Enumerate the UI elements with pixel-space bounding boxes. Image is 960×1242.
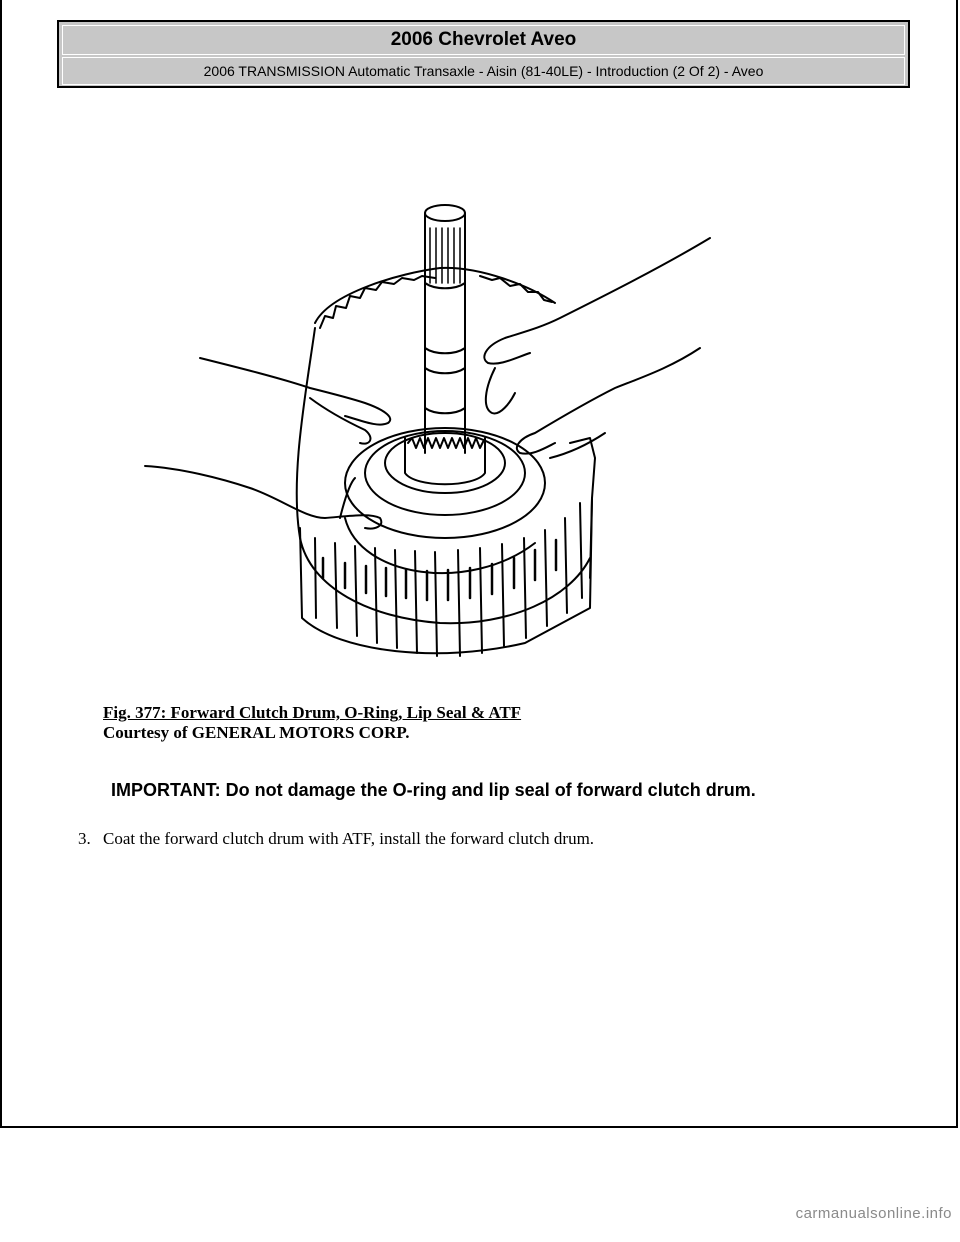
figure-caption-title: Fig. 377: Forward Clutch Drum, O-Ring, Lip Seal & ATF	[103, 703, 522, 722]
figure-caption	[103, 703, 521, 743]
document-header	[57, 20, 910, 88]
watermark: carmanualsonline.info	[795, 1205, 952, 1222]
step-number: 3.	[78, 829, 91, 848]
procedure-step	[78, 829, 594, 849]
important-note: IMPORTANT: Do not damage the O-ring and lip seal of forward clutch drum.	[111, 780, 756, 800]
clutch-drum-illustration	[140, 198, 740, 668]
figure-caption-credit: Courtesy of GENERAL MOTORS CORP.	[103, 723, 410, 742]
document-subtitle: 2006 TRANSMISSION Automatic Transaxle - Aisin (81-40LE) - Introduction (2 Of 2) - Aveo	[62, 57, 905, 85]
document-title: 2006 Chevrolet Aveo	[62, 25, 905, 55]
step-text: Coat the forward clutch drum with ATF, install the forward clutch drum.	[103, 829, 595, 848]
